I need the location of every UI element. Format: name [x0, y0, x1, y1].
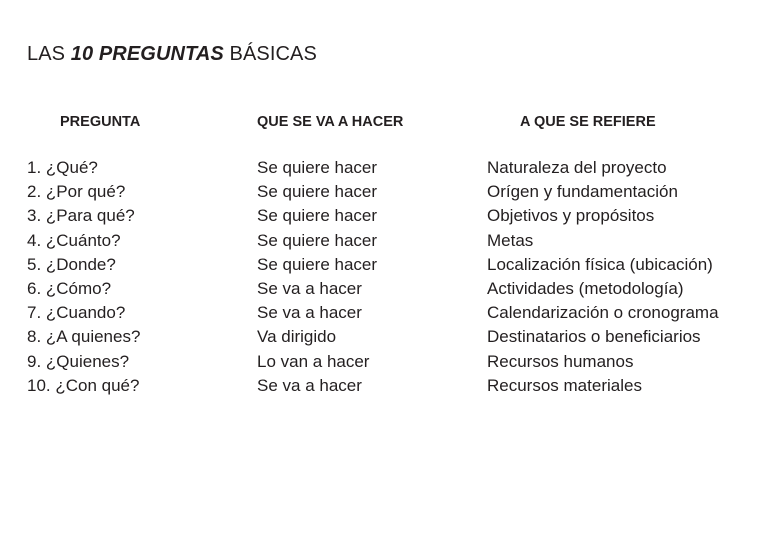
- title-prefix: LAS: [27, 43, 71, 65]
- title-suffix: BÁSICAS: [223, 43, 317, 65]
- what-cell: Va dirigido: [257, 327, 337, 347]
- what-cell: Se va a hacer: [257, 303, 362, 323]
- what-cell: Se va a hacer: [257, 375, 362, 395]
- what-cell: Se quiere hacer: [257, 158, 378, 177]
- what-cell: Se quiere hacer: [257, 206, 378, 226]
- refers-cell: Objetivos y propósitos: [487, 206, 655, 226]
- refers-cell: Naturaleza del proyecto: [487, 158, 667, 177]
- refers-cell: Recursos materiales: [487, 375, 642, 395]
- what-cell: Se va a hacer: [257, 278, 362, 298]
- what-column: [257, 156, 377, 398]
- title-emphasis: 10 PREGUNTAS: [70, 43, 224, 65]
- refers-cell: Recursos humanos: [487, 351, 634, 371]
- refers-cell: Calendarización o cronograma: [487, 303, 719, 323]
- question-cell: 5. ¿Donde?: [27, 254, 116, 274]
- question-cell: 4. ¿Cuánto?: [27, 230, 121, 250]
- what-cell: Lo van a hacer: [257, 351, 370, 371]
- refers-column: [487, 156, 719, 398]
- what-cell: Se quiere hacer: [257, 182, 378, 202]
- what-cell: Se quiere hacer: [257, 230, 378, 250]
- question-cell: 3. ¿Para qué?: [27, 206, 135, 226]
- refers-cell: Actividades (metodología): [487, 278, 684, 298]
- question-column: [27, 156, 140, 398]
- question-cell: 6. ¿Cómo?: [27, 278, 112, 298]
- column-header-question: PREGUNTA: [60, 114, 141, 130]
- question-cell: 9. ¿Quienes?: [27, 351, 130, 371]
- question-cell: 7. ¿Cuando?: [27, 303, 126, 323]
- question-cell: 2. ¿Por qué?: [27, 182, 126, 202]
- page-title: [27, 41, 317, 67]
- question-cell: 1. ¿Qué?: [27, 158, 98, 177]
- refers-cell: Localización física (ubicación): [487, 254, 713, 274]
- refers-cell: Destinatarios o beneficiarios: [487, 327, 701, 347]
- refers-cell: Orígen y fundamentación: [487, 182, 678, 202]
- question-cell: 8. ¿A quienes?: [27, 327, 141, 347]
- what-cell: Se quiere hacer: [257, 254, 378, 274]
- column-header-what: QUE SE VA A HACER: [257, 114, 404, 130]
- refers-cell: Metas: [487, 230, 534, 250]
- question-cell: 10. ¿Con qué?: [27, 375, 140, 395]
- column-header-refers: A QUE SE REFIERE: [520, 114, 656, 130]
